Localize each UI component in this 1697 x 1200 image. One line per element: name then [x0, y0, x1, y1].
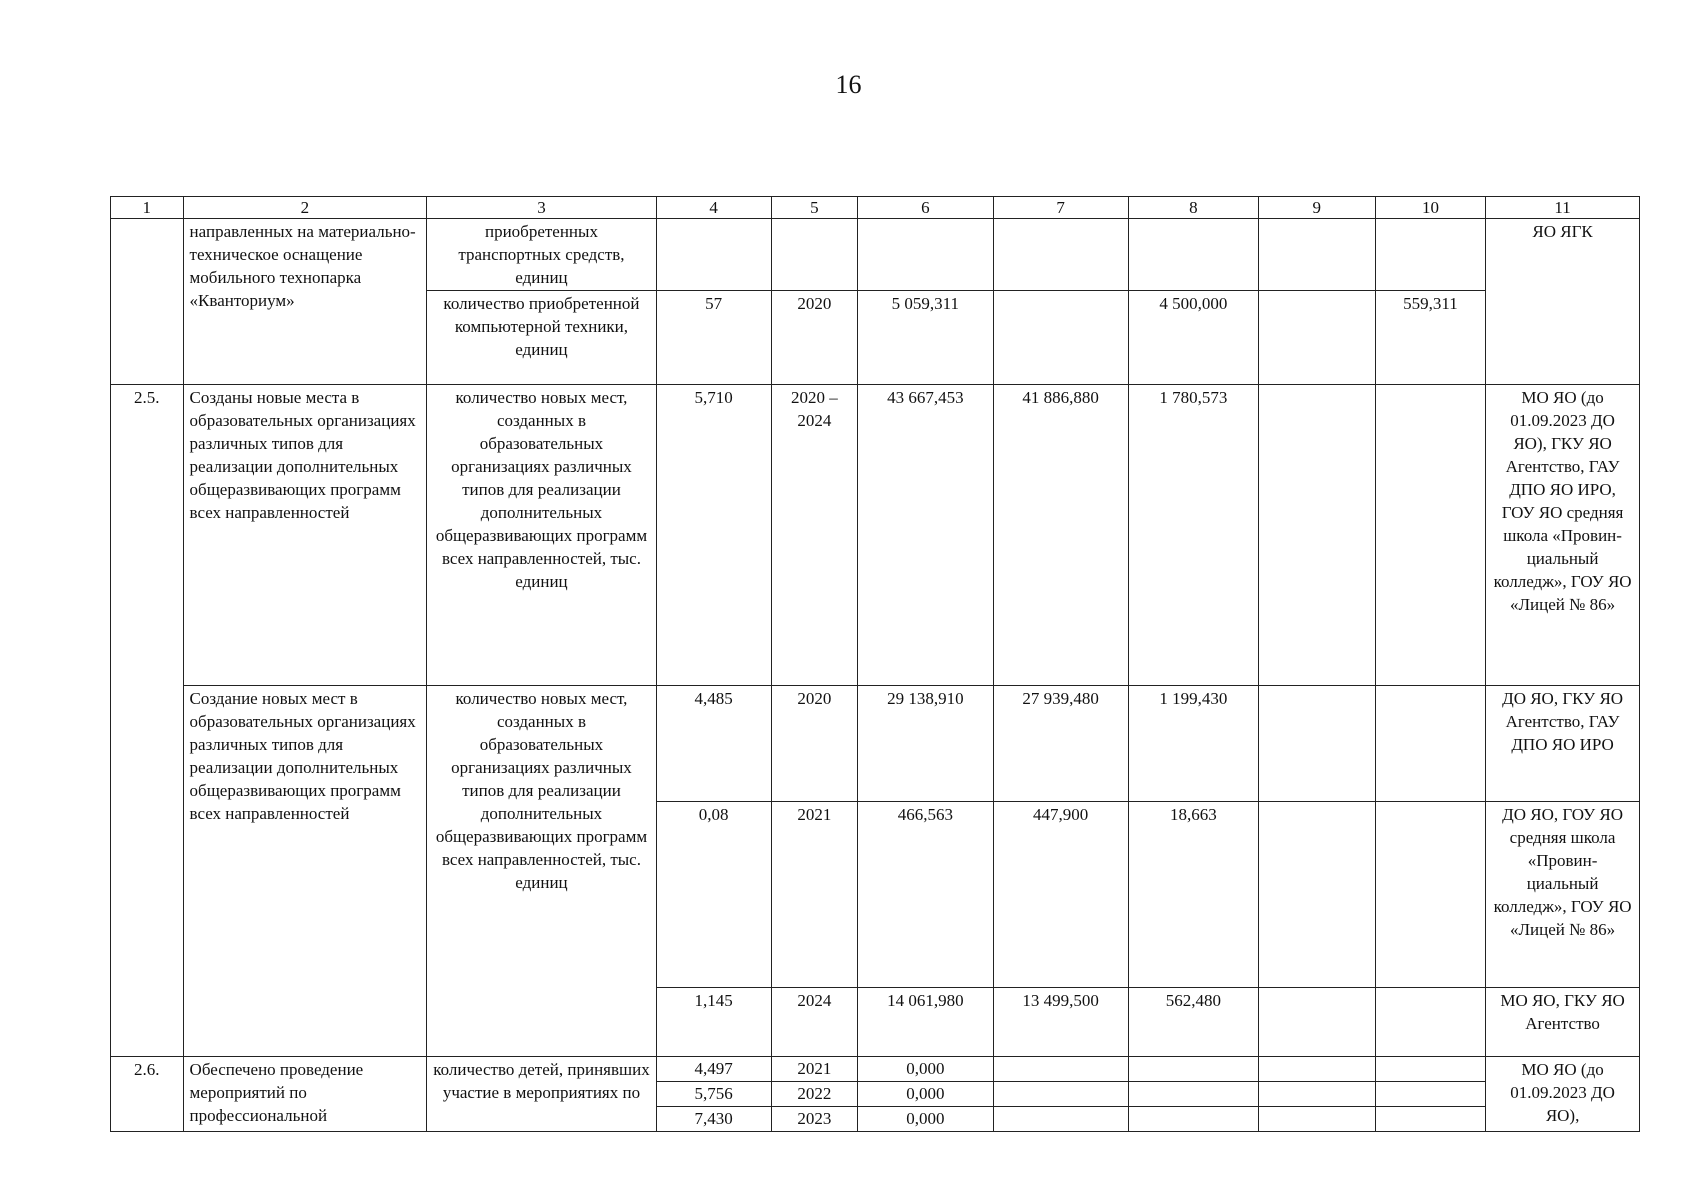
value-cell: 5,756	[656, 1082, 771, 1107]
other-cell	[1375, 988, 1485, 1057]
other-cell: 559,311	[1375, 291, 1485, 385]
total-cell: 5 059,311	[858, 291, 993, 385]
value-cell: 5,710	[656, 385, 771, 686]
executor-cell: ДО ЯО, ГОУ ЯО средняя школа «Провин-циальный колледж», ГОУ ЯО «Лицей № 86»	[1486, 802, 1640, 988]
year-cell: 2021	[771, 1057, 858, 1082]
regional-cell: 1 199,430	[1128, 686, 1258, 802]
page-number: 16	[835, 70, 862, 99]
federal-cell	[993, 291, 1128, 385]
regional-cell: 18,663	[1128, 802, 1258, 988]
value-cell: 0,08	[656, 802, 771, 988]
year-cell: 2023	[771, 1107, 858, 1132]
table-row	[111, 686, 1640, 802]
regional-cell	[1128, 1107, 1258, 1132]
federal-cell	[993, 219, 1128, 291]
executor-cell: ЯО ЯГК	[1486, 219, 1640, 385]
event-name-cell: Создание новых мест в образовательных организациях различных типов для реализации дополнительных общеразвивающих программ всех направленностей	[183, 686, 427, 1057]
executor-cell: МО ЯО, ГКУ ЯО Агентство	[1486, 988, 1640, 1057]
total-cell: 0,000	[858, 1082, 993, 1107]
event-name-cell: Обеспечено проведение мероприятий по профессиональной	[183, 1057, 427, 1132]
header-cell: 10	[1375, 197, 1485, 219]
other-cell	[1375, 802, 1485, 988]
federal-cell: 447,900	[993, 802, 1128, 988]
federal-cell: 41 886,880	[993, 385, 1128, 686]
total-cell: 14 061,980	[858, 988, 993, 1057]
year-cell: 2022	[771, 1082, 858, 1107]
local-cell	[1258, 686, 1375, 802]
header-row	[111, 197, 1640, 219]
program-table	[110, 196, 1640, 1132]
indicator-cell: количество новых мест, созданных в образовательных организациях различных типов для реализации дополнительных общеразвивающих программ всех направленностей, тыс. единиц	[427, 686, 657, 1057]
other-cell	[1375, 686, 1485, 802]
total-cell: 0,000	[858, 1107, 993, 1132]
local-cell	[1258, 1107, 1375, 1132]
year-cell: 2024	[771, 988, 858, 1057]
event-name-cell: направленных на материально-техническое оснащение мобильного технопарка «Кванториум»	[183, 219, 427, 385]
header-cell: 9	[1258, 197, 1375, 219]
indicator-cell: количество приобретенной компьютерной техники, единиц	[427, 291, 657, 385]
header-cell: 3	[427, 197, 657, 219]
header-cell: 2	[183, 197, 427, 219]
year-cell: 2020 – 2024	[771, 385, 858, 686]
row-number-cell	[111, 219, 184, 385]
value-cell: 7,430	[656, 1107, 771, 1132]
year-cell	[771, 219, 858, 291]
local-cell	[1258, 291, 1375, 385]
federal-cell: 27 939,480	[993, 686, 1128, 802]
executor-cell: МО ЯО (до 01.09.2023 ДО ЯО),	[1486, 1057, 1640, 1132]
local-cell	[1258, 219, 1375, 291]
value-cell	[656, 219, 771, 291]
value-cell: 4,485	[656, 686, 771, 802]
total-cell: 43 667,453	[858, 385, 993, 686]
other-cell	[1375, 385, 1485, 686]
header-cell: 6	[858, 197, 993, 219]
regional-cell: 4 500,000	[1128, 291, 1258, 385]
federal-cell: 13 499,500	[993, 988, 1128, 1057]
regional-cell	[1128, 1082, 1258, 1107]
federal-cell	[993, 1057, 1128, 1082]
indicator-cell: приобретенных транспортных средств, единиц	[427, 219, 657, 291]
other-cell	[1375, 1057, 1485, 1082]
executor-cell: МО ЯО (до 01.09.2023 ДО ЯО), ГКУ ЯО Агентство, ГАУ ДПО ЯО ИРО, ГОУ ЯО средняя школа «Провин-циальный колледж», ГОУ ЯО «Лицей № 86»	[1486, 385, 1640, 686]
other-cell	[1375, 1107, 1485, 1132]
table-row	[111, 385, 1640, 686]
total-cell: 466,563	[858, 802, 993, 988]
regional-cell	[1128, 1057, 1258, 1082]
local-cell	[1258, 385, 1375, 686]
year-cell: 2020	[771, 686, 858, 802]
year-cell: 2021	[771, 802, 858, 988]
other-cell	[1375, 1082, 1485, 1107]
table-row	[111, 219, 1640, 291]
regional-cell	[1128, 219, 1258, 291]
federal-cell	[993, 1107, 1128, 1132]
value-cell: 4,497	[656, 1057, 771, 1082]
indicator-cell: количество новых мест, созданных в образовательных организациях различных типов для реализации дополнительных общеразвивающих программ всех направленностей, тыс. единиц	[427, 385, 657, 686]
header-cell: 8	[1128, 197, 1258, 219]
total-cell: 0,000	[858, 1057, 993, 1082]
other-cell	[1375, 219, 1485, 291]
row-number-cell: 2.6.	[111, 1057, 184, 1132]
local-cell	[1258, 988, 1375, 1057]
value-cell: 57	[656, 291, 771, 385]
year-cell: 2020	[771, 291, 858, 385]
local-cell	[1258, 1057, 1375, 1082]
row-number-cell: 2.5.	[111, 385, 184, 1057]
total-cell	[858, 219, 993, 291]
federal-cell	[993, 1082, 1128, 1107]
local-cell	[1258, 802, 1375, 988]
regional-cell: 1 780,573	[1128, 385, 1258, 686]
total-cell: 29 138,910	[858, 686, 993, 802]
header-cell: 1	[111, 197, 184, 219]
header-cell: 5	[771, 197, 858, 219]
header-cell: 11	[1486, 197, 1640, 219]
local-cell	[1258, 1082, 1375, 1107]
executor-cell: ДО ЯО, ГКУ ЯО Агентство, ГАУ ДПО ЯО ИРО	[1486, 686, 1640, 802]
header-cell: 4	[656, 197, 771, 219]
indicator-cell: количество детей, принявших участие в мероприятиях по	[427, 1057, 657, 1132]
table-row	[111, 1057, 1640, 1082]
header-cell: 7	[993, 197, 1128, 219]
value-cell: 1,145	[656, 988, 771, 1057]
regional-cell: 562,480	[1128, 988, 1258, 1057]
event-name-cell: Созданы новые места в образовательных организациях различных типов для реализации дополнительных общеразвивающих программ всех направленностей	[183, 385, 427, 686]
